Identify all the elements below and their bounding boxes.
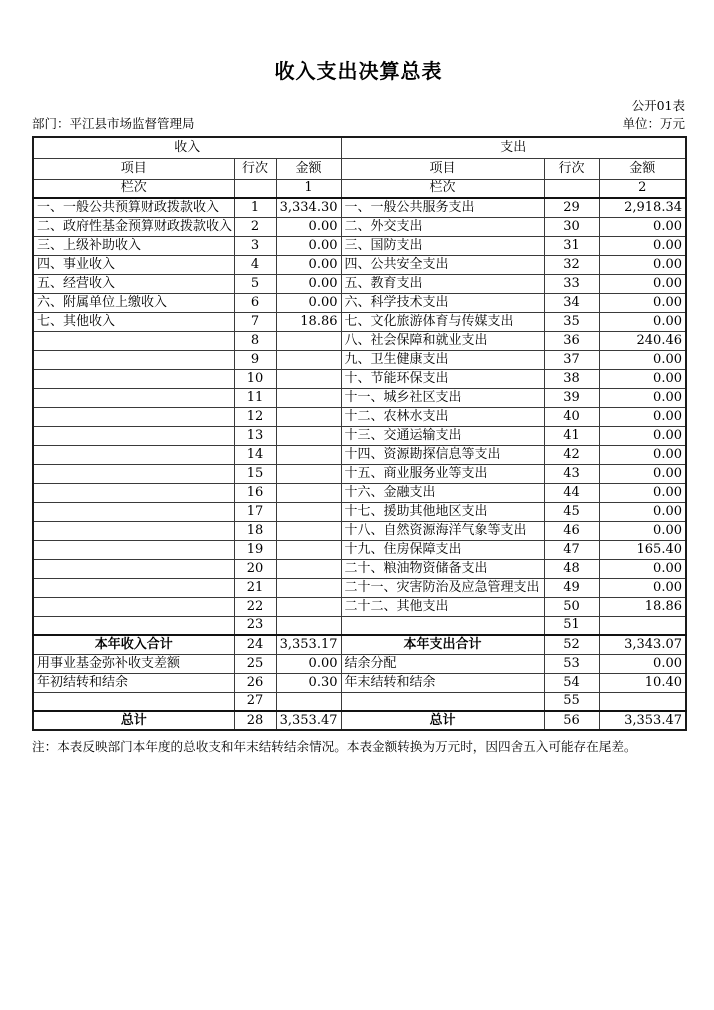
expense-amount-cell: 0.00 xyxy=(599,217,686,236)
expense-amount-cell: 3,343.07 xyxy=(599,635,686,654)
income-rank-label: 栏次 xyxy=(33,179,234,198)
income-amount-cell xyxy=(276,540,341,559)
expense-rank-empty xyxy=(544,179,599,198)
column-header-row xyxy=(33,158,686,179)
income-section-header: 收入 xyxy=(33,137,341,158)
income-column-index: 1 xyxy=(276,179,341,198)
expense-line-cell: 47 xyxy=(544,540,599,559)
income-item-cell: 五、经营收入 xyxy=(33,274,234,293)
income-item-cell: 三、上级补助收入 xyxy=(33,236,234,255)
expense-amount-cell: 0.00 xyxy=(599,521,686,540)
table-row xyxy=(33,673,686,692)
table-row xyxy=(33,521,686,540)
income-line-cell: 21 xyxy=(234,578,276,597)
expense-line-cell: 54 xyxy=(544,673,599,692)
table-row xyxy=(33,407,686,426)
expense-item-cell: 三、国防支出 xyxy=(341,236,544,255)
expense-line-cell: 55 xyxy=(544,692,599,711)
rank-row xyxy=(33,179,686,198)
expense-line-cell: 51 xyxy=(544,616,599,635)
page-title: 收入支出决算总表 xyxy=(274,59,443,83)
income-amount-cell: 0.30 xyxy=(276,673,341,692)
expense-amount-cell: 10.40 xyxy=(599,673,686,692)
income-item-cell: 四、事业收入 xyxy=(33,255,234,274)
income-item-cell: 六、附属单位上缴收入 xyxy=(33,293,234,312)
income-line-cell: 18 xyxy=(234,521,276,540)
table-code: 公开01表 xyxy=(631,98,685,113)
expense-amount-header: 金额 xyxy=(599,158,686,179)
expense-line-header: 行次 xyxy=(544,158,599,179)
table-row xyxy=(33,616,686,635)
expense-amount-cell: 0.00 xyxy=(599,369,686,388)
income-item-cell xyxy=(33,597,234,616)
expense-item-cell: 二十一、灾害防治及应急管理支出 xyxy=(341,578,544,597)
table-row xyxy=(33,274,686,293)
income-amount-cell xyxy=(276,521,341,540)
income-line-cell: 27 xyxy=(234,692,276,711)
expense-line-cell: 32 xyxy=(544,255,599,274)
income-amount-cell xyxy=(276,350,341,369)
section-header-row xyxy=(33,137,686,158)
table-row xyxy=(33,597,686,616)
income-amount-cell xyxy=(276,369,341,388)
table-row xyxy=(33,654,686,673)
expense-item-cell: 四、公共安全支出 xyxy=(341,255,544,274)
income-amount-cell xyxy=(276,483,341,502)
income-line-cell: 19 xyxy=(234,540,276,559)
expense-line-cell: 45 xyxy=(544,502,599,521)
income-rank-empty xyxy=(234,179,276,198)
expense-item-cell: 六、科学技术支出 xyxy=(341,293,544,312)
expense-item-cell: 本年支出合计 xyxy=(341,635,544,654)
income-item-cell xyxy=(33,369,234,388)
table-row xyxy=(33,483,686,502)
expense-item-cell: 五、教育支出 xyxy=(341,274,544,293)
table-row xyxy=(33,331,686,350)
income-amount-cell: 0.00 xyxy=(276,654,341,673)
income-item-cell xyxy=(33,426,234,445)
income-amount-cell: 18.86 xyxy=(276,312,341,331)
expense-line-cell: 31 xyxy=(544,236,599,255)
income-line-header: 行次 xyxy=(234,158,276,179)
expense-amount-cell: 3,353.47 xyxy=(599,711,686,730)
expense-section-header: 支出 xyxy=(341,137,686,158)
income-line-cell: 14 xyxy=(234,445,276,464)
expense-line-cell: 41 xyxy=(544,426,599,445)
expense-item-cell: 年末结转和结余 xyxy=(341,673,544,692)
income-item-cell xyxy=(33,692,234,711)
expense-item-cell: 九、卫生健康支出 xyxy=(341,350,544,369)
expense-item-cell xyxy=(341,692,544,711)
unit-label: 单位：万元 xyxy=(622,116,685,131)
table-row xyxy=(33,635,686,654)
income-amount-cell: 0.00 xyxy=(276,236,341,255)
income-item-cell: 本年收入合计 xyxy=(33,635,234,654)
expense-item-cell: 二十二、其他支出 xyxy=(341,597,544,616)
expense-amount-cell: 0.00 xyxy=(599,274,686,293)
income-item-cell xyxy=(33,559,234,578)
expense-line-cell: 49 xyxy=(544,578,599,597)
expense-line-cell: 43 xyxy=(544,464,599,483)
income-line-cell: 4 xyxy=(234,255,276,274)
expense-line-cell: 35 xyxy=(544,312,599,331)
income-line-cell: 7 xyxy=(234,312,276,331)
table-row xyxy=(33,464,686,483)
expense-item-cell: 十六、金融支出 xyxy=(341,483,544,502)
expense-amount-cell: 2,918.34 xyxy=(599,198,686,217)
table-row xyxy=(33,559,686,578)
income-item-cell: 一、一般公共预算财政拨款收入 xyxy=(33,198,234,217)
expense-line-cell: 30 xyxy=(544,217,599,236)
summary-table xyxy=(32,136,687,731)
income-line-cell: 25 xyxy=(234,654,276,673)
table-row xyxy=(33,255,686,274)
table-row xyxy=(33,217,686,236)
income-line-cell: 23 xyxy=(234,616,276,635)
income-line-cell: 15 xyxy=(234,464,276,483)
income-amount-cell xyxy=(276,331,341,350)
table-row xyxy=(33,502,686,521)
income-item-cell xyxy=(33,331,234,350)
income-amount-cell: 0.00 xyxy=(276,255,341,274)
income-item-cell xyxy=(33,540,234,559)
expense-line-cell: 36 xyxy=(544,331,599,350)
income-item-cell xyxy=(33,616,234,635)
table-row xyxy=(33,711,686,730)
income-amount-cell xyxy=(276,445,341,464)
expense-line-cell: 38 xyxy=(544,369,599,388)
income-line-cell: 6 xyxy=(234,293,276,312)
table-row xyxy=(33,312,686,331)
income-line-cell: 26 xyxy=(234,673,276,692)
income-amount-cell xyxy=(276,692,341,711)
income-item-header: 项目 xyxy=(33,158,234,179)
expense-amount-cell: 0.00 xyxy=(599,654,686,673)
expense-amount-cell: 0.00 xyxy=(599,559,686,578)
expense-line-cell: 37 xyxy=(544,350,599,369)
income-amount-cell xyxy=(276,502,341,521)
expense-item-cell: 七、文化旅游体育与传媒支出 xyxy=(341,312,544,331)
income-line-cell: 10 xyxy=(234,369,276,388)
income-item-cell xyxy=(33,502,234,521)
table-row xyxy=(33,350,686,369)
table-row xyxy=(33,369,686,388)
table-row xyxy=(33,293,686,312)
income-item-cell xyxy=(33,464,234,483)
table-row xyxy=(33,540,686,559)
income-amount-cell: 0.00 xyxy=(276,217,341,236)
expense-item-cell: 结余分配 xyxy=(341,654,544,673)
income-amount-cell xyxy=(276,426,341,445)
income-amount-cell xyxy=(276,578,341,597)
income-line-cell: 17 xyxy=(234,502,276,521)
expense-line-cell: 48 xyxy=(544,559,599,578)
income-line-cell: 1 xyxy=(234,198,276,217)
expense-amount-cell: 0.00 xyxy=(599,350,686,369)
income-item-cell xyxy=(33,407,234,426)
expense-line-cell: 39 xyxy=(544,388,599,407)
table-row xyxy=(33,198,686,217)
income-amount-cell xyxy=(276,464,341,483)
income-amount-cell xyxy=(276,388,341,407)
table-row xyxy=(33,388,686,407)
expense-amount-cell: 0.00 xyxy=(599,445,686,464)
expense-amount-cell: 0.00 xyxy=(599,293,686,312)
expense-amount-cell: 240.46 xyxy=(599,331,686,350)
income-amount-cell xyxy=(276,559,341,578)
expense-item-cell: 十一、城乡社区支出 xyxy=(341,388,544,407)
income-item-cell: 七、其他收入 xyxy=(33,312,234,331)
income-item-cell: 总计 xyxy=(33,711,234,730)
expense-amount-cell: 0.00 xyxy=(599,312,686,331)
income-item-cell xyxy=(33,578,234,597)
income-amount-cell: 3,353.47 xyxy=(276,711,341,730)
income-item-cell xyxy=(33,445,234,464)
expense-item-cell: 十五、商业服务业等支出 xyxy=(341,464,544,483)
income-amount-cell: 3,334.30 xyxy=(276,198,341,217)
expense-line-cell: 52 xyxy=(544,635,599,654)
income-line-cell: 16 xyxy=(234,483,276,502)
expense-item-cell: 十二、农林水支出 xyxy=(341,407,544,426)
department-label: 部门：平江县市场监督管理局 xyxy=(32,116,195,131)
expense-item-cell: 十八、自然资源海洋气象等支出 xyxy=(341,521,544,540)
income-item-cell: 用事业基金弥补收支差额 xyxy=(33,654,234,673)
expense-line-cell: 50 xyxy=(544,597,599,616)
expense-item-header: 项目 xyxy=(341,158,544,179)
expense-line-cell: 29 xyxy=(544,198,599,217)
expense-item-cell: 十七、援助其他地区支出 xyxy=(341,502,544,521)
income-line-cell: 28 xyxy=(234,711,276,730)
expense-item-cell: 二、外交支出 xyxy=(341,217,544,236)
table-row xyxy=(33,578,686,597)
income-amount-cell xyxy=(276,597,341,616)
expense-line-cell: 34 xyxy=(544,293,599,312)
meta-row xyxy=(32,116,685,132)
expense-column-index: 2 xyxy=(599,179,686,198)
expense-line-cell: 46 xyxy=(544,521,599,540)
income-amount-cell: 3,353.17 xyxy=(276,635,341,654)
income-line-cell: 12 xyxy=(234,407,276,426)
income-item-cell xyxy=(33,521,234,540)
income-line-cell: 3 xyxy=(234,236,276,255)
expense-amount-cell xyxy=(599,616,686,635)
expense-line-cell: 40 xyxy=(544,407,599,426)
income-line-cell: 11 xyxy=(234,388,276,407)
income-amount-header: 金额 xyxy=(276,158,341,179)
income-line-cell: 9 xyxy=(234,350,276,369)
expense-item-cell: 二十、粮油物资储备支出 xyxy=(341,559,544,578)
expense-item-cell: 一、一般公共服务支出 xyxy=(341,198,544,217)
expense-line-cell: 56 xyxy=(544,711,599,730)
expense-rank-label: 栏次 xyxy=(341,179,544,198)
expense-item-cell: 十九、住房保障支出 xyxy=(341,540,544,559)
income-item-cell xyxy=(33,483,234,502)
income-line-cell: 22 xyxy=(234,597,276,616)
income-line-cell: 24 xyxy=(234,635,276,654)
income-amount-cell xyxy=(276,616,341,635)
expense-item-cell: 总计 xyxy=(341,711,544,730)
expense-amount-cell: 0.00 xyxy=(599,255,686,274)
income-item-cell: 年初结转和结余 xyxy=(33,673,234,692)
table-row xyxy=(33,692,686,711)
income-amount-cell: 0.00 xyxy=(276,274,341,293)
expense-amount-cell xyxy=(599,692,686,711)
income-line-cell: 8 xyxy=(234,331,276,350)
expense-line-cell: 44 xyxy=(544,483,599,502)
expense-amount-cell: 0.00 xyxy=(599,483,686,502)
income-line-cell: 5 xyxy=(234,274,276,293)
expense-line-cell: 42 xyxy=(544,445,599,464)
income-amount-cell: 0.00 xyxy=(276,293,341,312)
expense-amount-cell: 0.00 xyxy=(599,236,686,255)
table-row xyxy=(33,445,686,464)
table-row xyxy=(33,236,686,255)
income-item-cell: 二、政府性基金预算财政拨款收入 xyxy=(33,217,234,236)
expense-amount-cell: 0.00 xyxy=(599,388,686,407)
income-line-cell: 2 xyxy=(234,217,276,236)
expense-amount-cell: 0.00 xyxy=(599,407,686,426)
income-item-cell xyxy=(33,388,234,407)
table-row xyxy=(33,426,686,445)
income-line-cell: 20 xyxy=(234,559,276,578)
income-line-cell: 13 xyxy=(234,426,276,445)
expense-amount-cell: 0.00 xyxy=(599,502,686,521)
expense-amount-cell: 0.00 xyxy=(599,426,686,445)
expense-item-cell: 十、节能环保支出 xyxy=(341,369,544,388)
expense-item-cell: 八、社会保障和就业支出 xyxy=(341,331,544,350)
expense-item-cell xyxy=(341,616,544,635)
expense-amount-cell: 0.00 xyxy=(599,578,686,597)
expense-line-cell: 53 xyxy=(544,654,599,673)
expense-amount-cell: 0.00 xyxy=(599,464,686,483)
footnote: 注：本表反映部门本年度的总收支和年末结转结余情况。本表金额转换为万元时，因四舍五入可能存在尾差。 xyxy=(32,739,637,755)
income-item-cell xyxy=(33,350,234,369)
expense-amount-cell: 165.40 xyxy=(599,540,686,559)
expense-item-cell: 十三、交通运输支出 xyxy=(341,426,544,445)
table-body xyxy=(33,137,686,730)
income-amount-cell xyxy=(276,407,341,426)
expense-line-cell: 33 xyxy=(544,274,599,293)
expense-amount-cell: 18.86 xyxy=(599,597,686,616)
expense-item-cell: 十四、资源勘探信息等支出 xyxy=(341,445,544,464)
